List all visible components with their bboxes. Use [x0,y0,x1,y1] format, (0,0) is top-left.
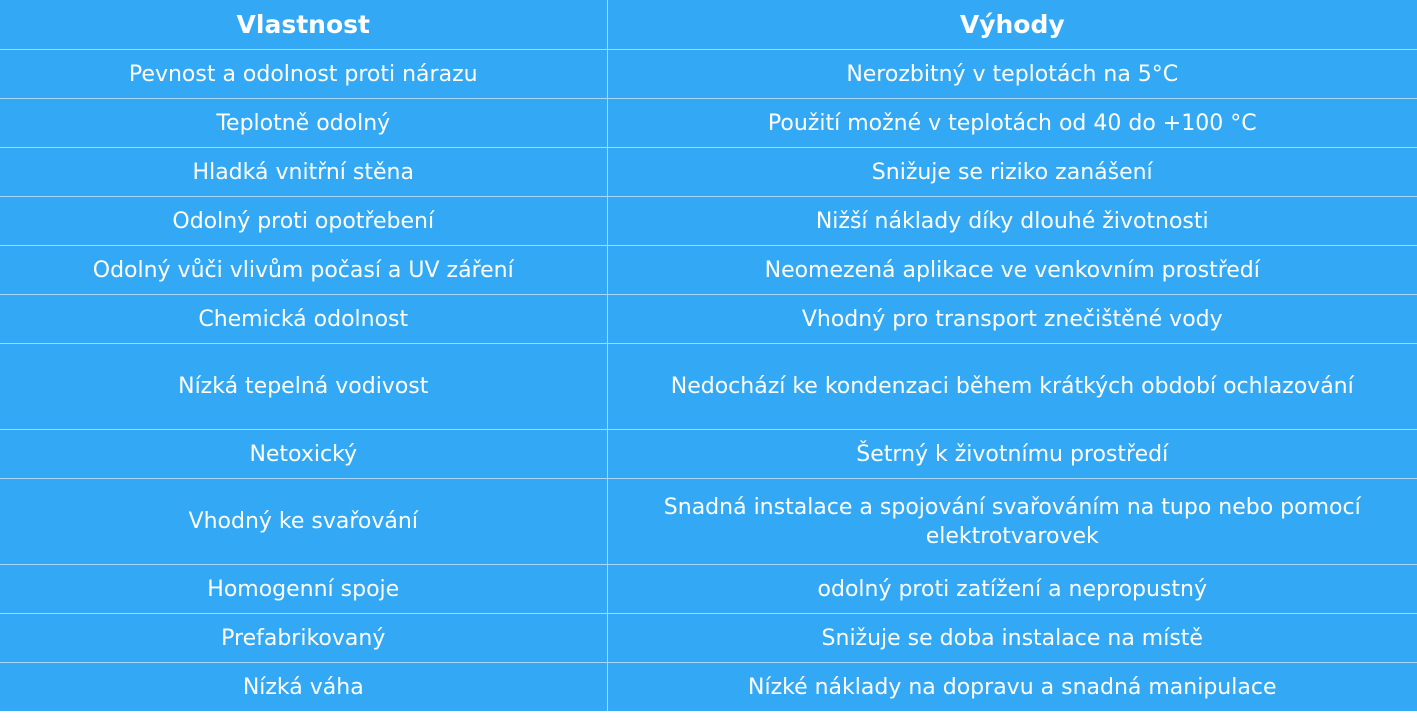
benefit-cell: Nízké náklady na dopravu a snadná manipulace [607,663,1417,712]
benefit-cell: Snižuje se doba instalace na místě [607,614,1417,663]
table-row [0,663,1417,712]
property-cell: Pevnost a odolnost proti nárazu [0,50,607,99]
benefit-cell: Vhodný pro transport znečištěné vody [607,295,1417,344]
benefit-cell: Nedochází ke kondenzaci během krátkých období ochlazování [607,344,1417,430]
table-row [0,50,1417,99]
property-cell: Odolný proti opotřebení [0,197,607,246]
table-row [0,295,1417,344]
table-row [0,246,1417,295]
property-cell: Vhodný ke svařování [0,479,607,565]
benefit-cell: Snižuje se riziko zanášení [607,148,1417,197]
property-cell: Teplotně odolný [0,99,607,148]
table-row [0,99,1417,148]
table-row [0,430,1417,479]
benefit-cell: odolný proti zatížení a nepropustný [607,565,1417,614]
property-cell: Chemická odolnost [0,295,607,344]
table-row [0,148,1417,197]
property-cell: Nízká tepelná vodivost [0,344,607,430]
property-cell: Homogenní spoje [0,565,607,614]
table-row [0,197,1417,246]
property-cell: Prefabrikovaný [0,614,607,663]
benefit-cell: Použití možné v teplotách od 40 do +100 °C [607,99,1417,148]
table-row [0,479,1417,565]
table-row [0,344,1417,430]
benefit-cell: Nerozbitný v teplotách na 5°C [607,50,1417,99]
property-cell: Hladká vnitřní stěna [0,148,607,197]
column-header-property: Vlastnost [0,0,607,50]
property-cell: Netoxický [0,430,607,479]
table-row [0,565,1417,614]
property-cell: Odolný vůči vlivům počasí a UV záření [0,246,607,295]
benefit-cell: Neomezená aplikace ve venkovním prostředí [607,246,1417,295]
benefit-cell: Šetrný k životnímu prostředí [607,430,1417,479]
column-header-benefits: Výhody [607,0,1417,50]
benefit-cell: Snadná instalace a spojování svařováním na tupo nebo pomocí elektrotvarovek [607,479,1417,565]
benefit-cell: Nižší náklady díky dlouhé životnosti [607,197,1417,246]
table-row [0,614,1417,663]
property-cell: Nízká váha [0,663,607,712]
table-header-row [0,0,1417,50]
